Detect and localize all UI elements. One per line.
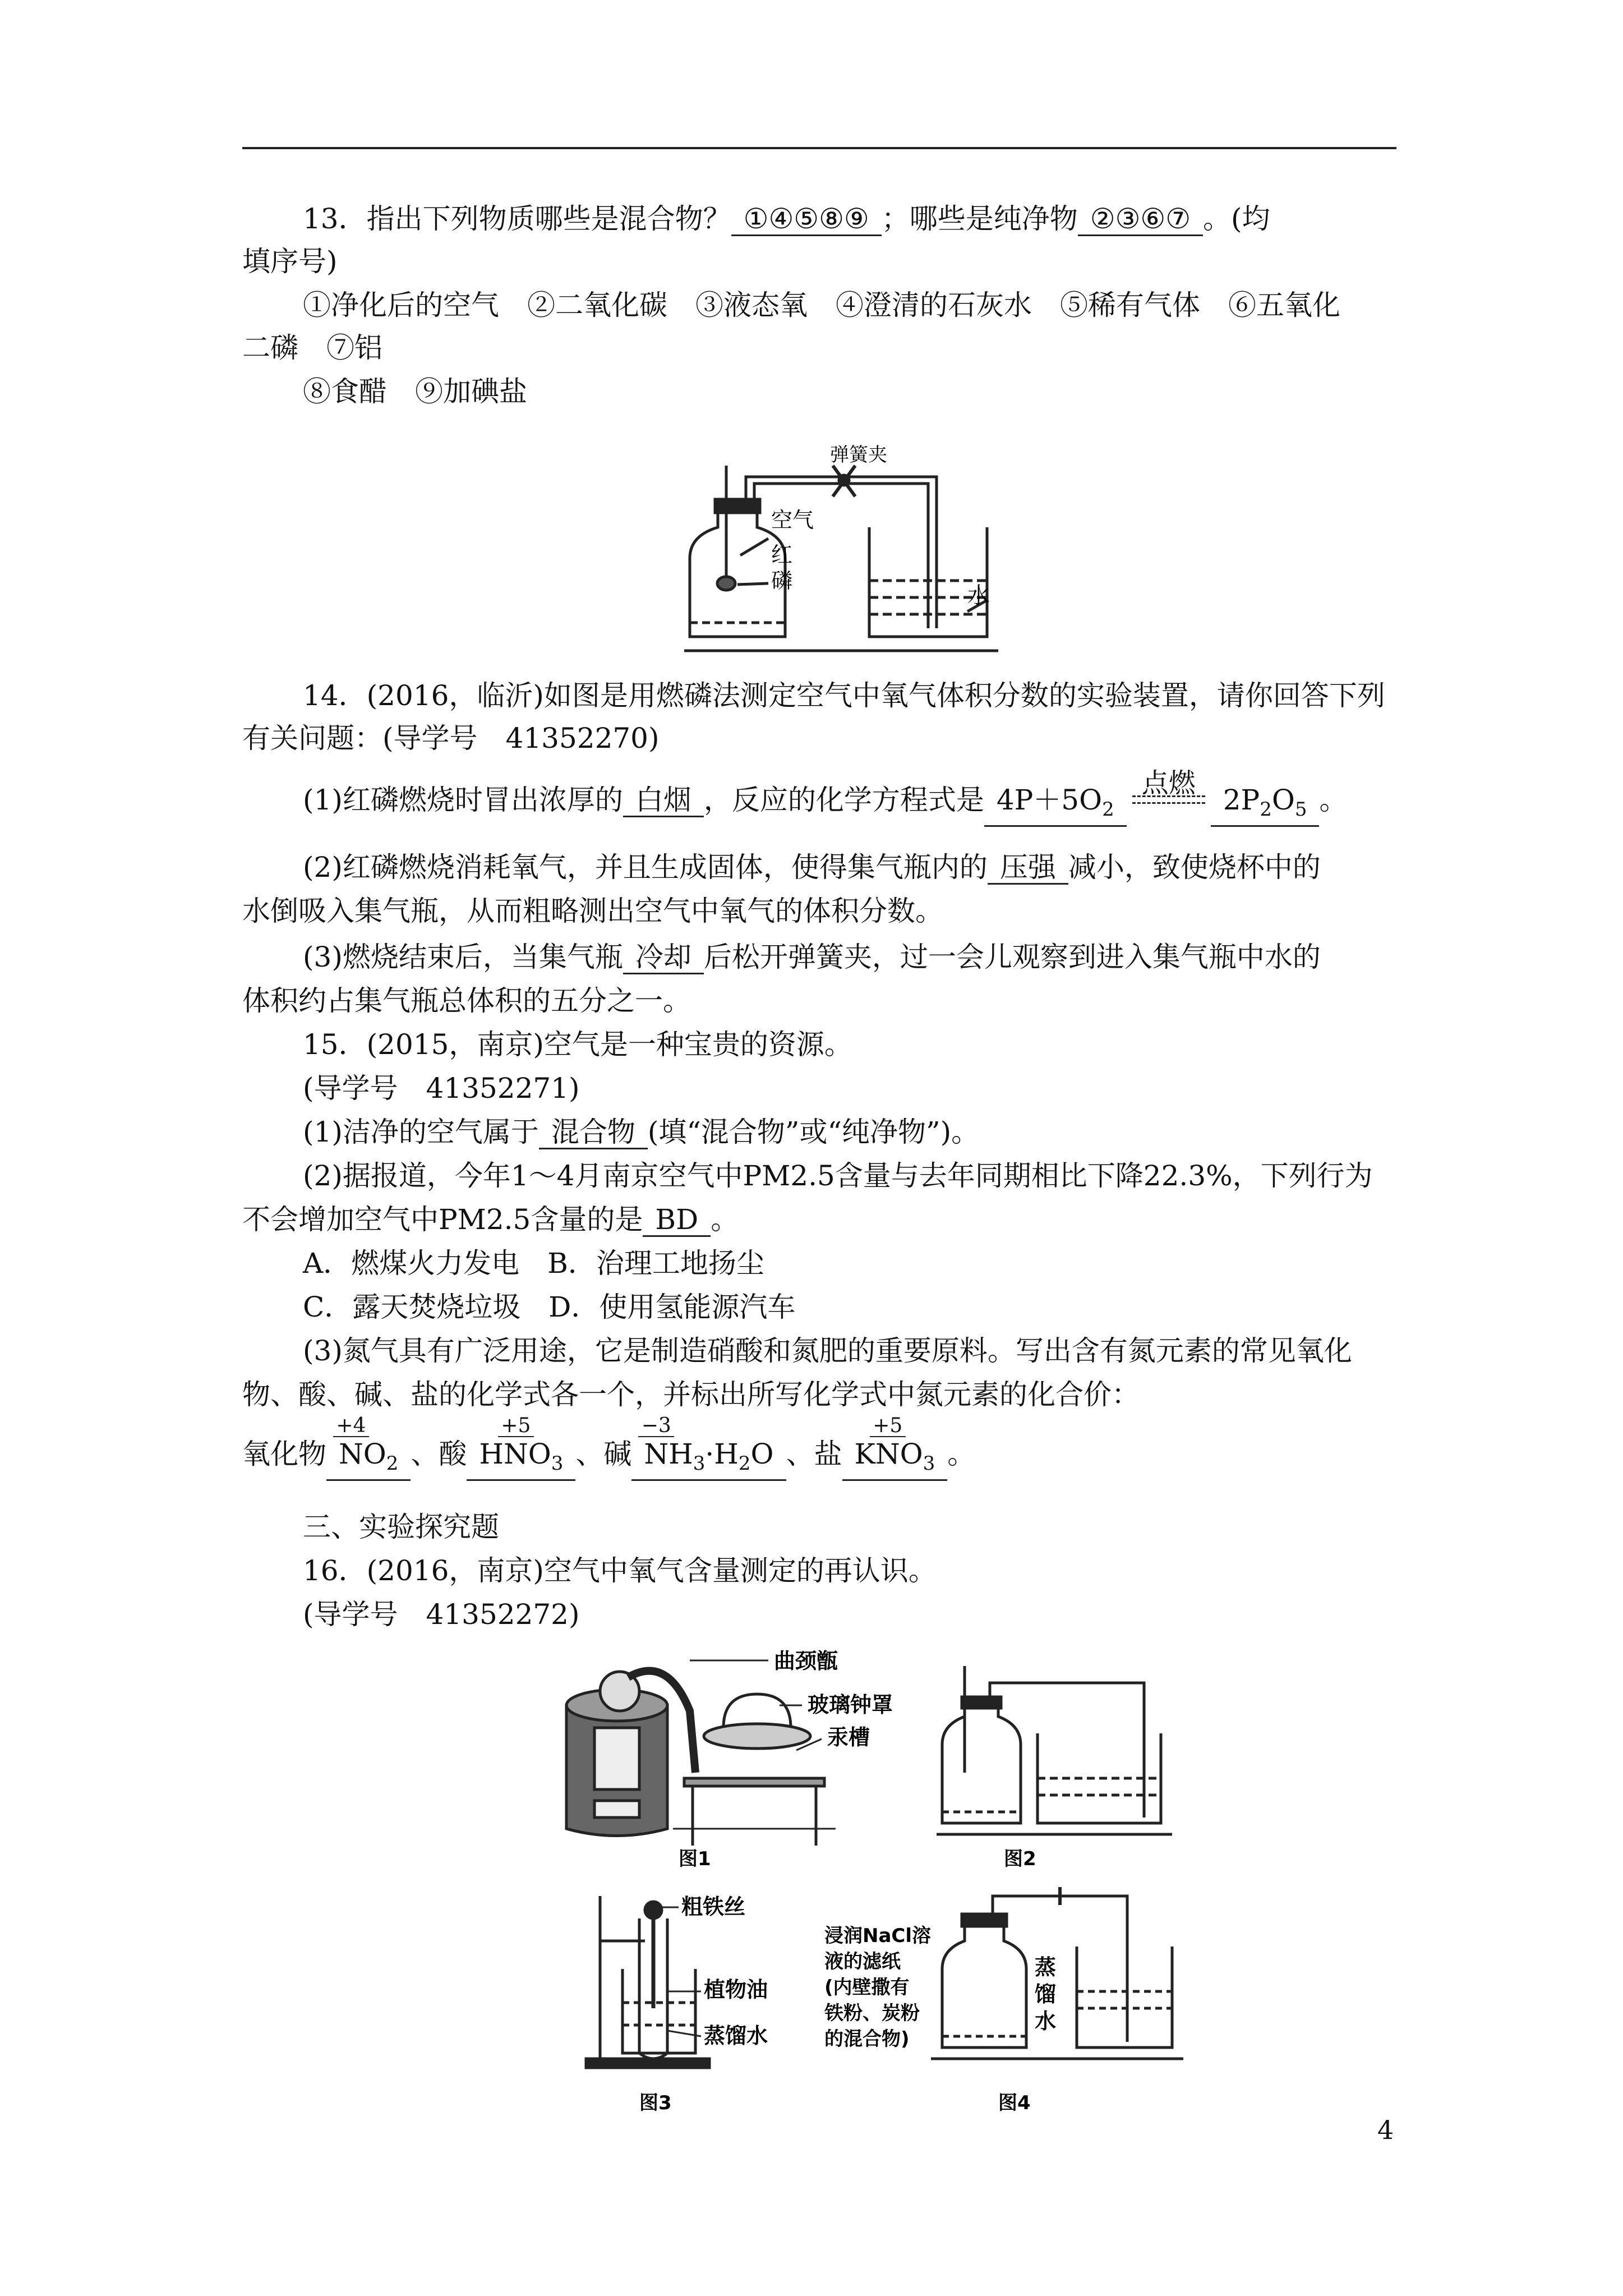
q14-part2: (2)红磷燃烧消耗氧气，并且生成固体，使得集气瓶内的 压强 减小，致使烧杯中的 <box>303 851 1321 884</box>
answer-base: −3 $NH_3\cdot H_2O$ <box>631 1438 786 1481</box>
figure-1 <box>555 1644 937 1868</box>
caption-figure-1: 图1 <box>679 1848 711 1868</box>
q15-line1: 15．(2015，南京)空气是一种宝贵的资源。 <box>303 1028 852 1061</box>
figure-4 <box>824 1879 1183 2115</box>
label-water-2: 馏 <box>1035 1982 1057 2007</box>
caption-figure-3: 图3 <box>639 2092 672 2114</box>
q15-part3: (3)氮气具有广泛用途，它是制造硝酸和氮肥的重要原料。写出含有氮元素的常见氧化 <box>303 1335 1352 1367</box>
top-rule <box>242 147 1396 149</box>
answer-mixtures: ①④⑤⑧⑨ <box>731 203 882 236</box>
section-heading: 三、实验探究题 <box>303 1511 499 1543</box>
label-bell-jar: 玻璃钟罩 <box>808 1692 893 1717</box>
answer-bd: BD <box>643 1204 711 1237</box>
q14-part3: (3)燃烧结束后，当集气瓶 冷却 后松开弹簧夹，过一会儿观察到进入集气瓶中水的 <box>303 941 1321 973</box>
q13-line2: 填序号) <box>242 245 338 278</box>
q14-line2: 有关问题：(导学号 41352270) <box>242 722 660 754</box>
q14-line1: 14．(2016，临沂)如图是用燃磷法测定空气中氧气体积分数的实验装置，请你回答下列 <box>303 679 1385 712</box>
q13-items: ①净化后的空气 ②二氧化碳 ③液态氧 ④澄清的石灰水 ⑤稀有气体 ⑥五氧化 <box>303 289 1340 321</box>
q15-formulas: 氧化物 +4 $NO_2$ 、酸 H +5 $NO_3$ 、碱 −3 $NH_3\cdot H_2O$ 、盐 K +5 $NO_3$ 。 <box>242 1437 975 1481</box>
label-red: 红 <box>771 542 793 567</box>
q14-part3-cont: 体积约占集气瓶总体积的五分之一。 <box>242 984 691 1017</box>
label-phosphorus: 磷 <box>771 568 793 593</box>
caption-figure-2: 图2 <box>1004 1848 1036 1868</box>
q15-part2-cont: 不会增加空气中PM2.5含量的是 BD 。 <box>242 1203 739 1236</box>
q15-options-ab: A．燃煤火力发电 B．治理工地扬尘 <box>303 1247 764 1280</box>
answer-pressure: 压强 <box>988 852 1068 885</box>
label-filter-paper-5: 的混合物) <box>824 2028 910 2050</box>
q13-line1: 13．指出下列物质哪些是混合物？ ①④⑤⑧⑨ ；哪些是纯净物 ②③⑥⑦ 。(均 <box>303 203 1270 235</box>
q15-guide: (导学号 41352271) <box>303 1072 580 1105</box>
answer-acid: H +5 $NO_3$ <box>467 1438 575 1481</box>
answer-oxide: +4 $NO_2$ <box>326 1438 411 1481</box>
answer-mixture: 混合物 <box>539 1116 648 1149</box>
label-retort: 曲颈甑 <box>774 1649 838 1673</box>
q14-part2-cont: 水倒吸入集气瓶，从而粗略测出空气中氧气的体积分数。 <box>242 895 943 927</box>
q15-part2: (2)据报道，今年1～4月南京空气中PM2.5含量与去年同期相比下降22.3%，下列行为 <box>303 1159 1373 1192</box>
label-iron-wire: 粗铁丝 <box>681 1894 746 1919</box>
q15-options-cd: C．露天焚烧垃圾 D．使用氢能源汽车 <box>303 1291 796 1323</box>
q14-part1: (1)红磷燃烧时冒出浓厚的 白烟 ，反应的化学方程式是 $4P+5O_2$ 点燃 $2P_2O_5$ 。 <box>303 783 1347 827</box>
label-water-3: 水 <box>1035 2009 1057 2033</box>
q14-apparatus-figure <box>684 443 998 656</box>
q13-items-last: ⑧食醋 ⑨加碘盐 <box>303 375 527 408</box>
q15-part3-cont: 物、酸、碱、盐的化学式各一个，并标出所写化学式中氮元素的化合价： <box>242 1378 1140 1411</box>
q16-line1: 16．(2016，南京)空气中氧气含量测定的再认识。 <box>303 1554 937 1587</box>
caption-figure-4: 图4 <box>998 2092 1031 2114</box>
label-filter-paper-4: 铁粉、炭粉 <box>824 2002 920 2024</box>
equation-right: $2P_2O_5$ <box>1211 784 1320 827</box>
label-mercury-trough: 汞槽 <box>827 1725 870 1750</box>
answer-pure: ②③⑥⑦ <box>1078 203 1203 236</box>
label-water: 水 <box>967 583 990 609</box>
label-air: 空气 <box>771 508 814 532</box>
label-filter-paper-1: 浸润NaCl溶 <box>824 1925 932 1947</box>
label-distilled-water: 蒸馏水 <box>704 2023 768 2048</box>
q15-part1: (1)洁净的空气属于 混合物 (填“混合物”或“纯净物”)。 <box>303 1116 980 1148</box>
page-number: 4 <box>1377 2115 1394 2145</box>
label-spring-clamp: 弹簧夹 <box>830 444 887 466</box>
answer-white-smoke: 白烟 <box>623 784 704 817</box>
q16-guide: (导学号 41352272) <box>303 1598 580 1631</box>
equation-left: $4P+5O_2$ <box>984 784 1127 827</box>
answer-cool: 冷却 <box>623 941 704 974</box>
label-filter-paper-2: 液的滤纸 <box>824 1950 901 1973</box>
figure-2 <box>937 1666 1172 1868</box>
label-water-1: 蒸 <box>1035 1955 1057 1980</box>
figure-3 <box>583 1885 819 2115</box>
reaction-condition: 点燃 <box>1132 785 1205 819</box>
q13-items-cont: 二磷 ⑦铝 <box>242 332 382 364</box>
label-filter-paper-3: (内壁撒有 <box>824 1976 910 1999</box>
label-vegetable-oil: 植物油 <box>704 1977 768 2002</box>
answer-salt: K +5 $NO_3$ <box>842 1438 948 1481</box>
